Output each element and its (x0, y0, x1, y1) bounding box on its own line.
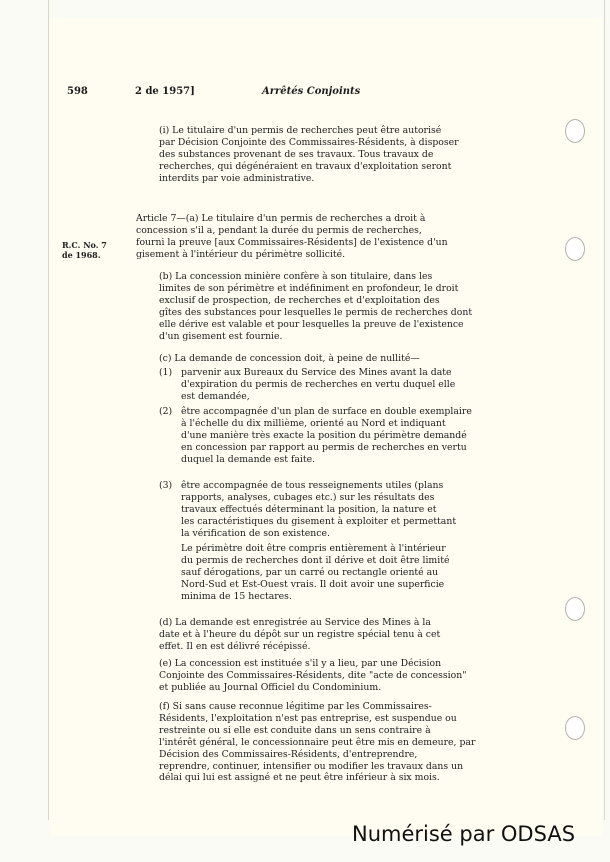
margin-note-line: R.C. No. 7 (62, 240, 107, 250)
margin-reference-note (62, 240, 118, 260)
list-item-number: (1) (159, 367, 173, 378)
list-item-text: parvenir aux Bureaux du Service des Mines avant la date d'expiration du permis de recherches en vertu duquel elle est demandée, (181, 367, 456, 402)
punch-hole-icon (565, 597, 585, 621)
punch-hole-icon (565, 119, 585, 143)
list-item-text: être accompagnée d'un plan de surface en double exemplaire à l'échelle du dix millième, orienté au Nord et indiquant d'une manière très exacte la position du périmètre demandé en concession par rapport au permis de recherches en vertu duquel la demande est faite. (181, 406, 472, 465)
digitization-watermark: Numérisé par ODSAS (352, 822, 576, 846)
margin-note-line: de 1968. (62, 250, 101, 260)
list-item-number: (2) (159, 406, 173, 417)
paragraph-i: (i) Le titulaire d'un permis de recherches peut être autorisé par Décision Conjointe des Commissaires-Résidents, à disposer des substances provenant de ses travaux. Tous travaux de recherches, qui dégénéraient en travaux d'exploitation seront interdits par voie administrative. (159, 125, 459, 184)
paragraph-d: (d) La demande est enregistrée au Service des Mines à la date et à l'heure du dépôt sur un registre spécial tenu à cet effet. Il en est délivré récépissé. (159, 617, 441, 652)
header-date: 2 de 1957] (135, 86, 195, 97)
page-number: 598 (67, 86, 88, 97)
list-item-number: (3) (159, 480, 173, 491)
paragraph-c: (c) La demande de concession doit, à peine de nullité— (159, 353, 420, 364)
punch-hole-icon (565, 237, 585, 261)
header-title: Arrêtés Conjoints (262, 86, 361, 97)
paragraph-e: (e) La concession est instituée s'il y a lieu, par une Décision Conjointe des Commissaires-Résidents, dite "acte de concession" et publiée au Journal Officiel du Condominium. (159, 658, 467, 693)
page-edge-right (604, 0, 605, 820)
running-header (67, 86, 487, 102)
article-7-paragraph-a: Article 7—(a) Le titulaire d'un permis de recherches a droit à concession s'il a, pendant la durée du permis de recherches, fourni la preuve [aux Commissaires-Résidents] de l'existence d'un gisement à l'intérieur du périmètre sollicité. (136, 213, 448, 260)
page-edge-left (48, 0, 49, 820)
perimeter-requirement-paragraph: Le périmètre doit être compris entièrement à l'intérieur du permis de recherches dont il dérive et doit être limité sauf dérogations, par un carré ou rectangle orienté au Nord-Sud et Est-Ouest vrais. Il doit avoir une superficie minima de 15 hectares. (181, 543, 450, 602)
punch-hole-icon (565, 716, 585, 740)
list-item-text: être accompagnée de tous resseignements utiles (plans rapports, analyses, cubages etc.) sur les résultats des travaux effectués déterminant la position, la nature et les caractéristiques du gisement à exploiter et permettant la vérification de son existence. (181, 480, 457, 539)
paragraph-f: (f) Si sans cause reconnue légitime par les Commissaires- Résidents, l'exploitation n'est pas entreprise, est suspendue ou restreinte ou si elle est conduite dans un sens contraire à l'intérêt général, le concessionnaire peut être mis en demeure, par Décision des Commissaires-Résidents, d'entreprendre, reprendre, continuer, intensifier ou modifier les travaux dans un délai qui lui est assigné et ne peut être inférieur à six mois. (159, 701, 476, 784)
paragraph-b: (b) La concession minière confère à son titulaire, dans les limites de son périmètre et indéfiniment en profondeur, le droit exclusif de prospection, de recherches et d'exploitation des gîtes des substances pour lesquelles le permis de recherches dont elle dérive est valable et pour lesquelles la preuve de l'existence d'un gisement est fournie. (159, 271, 473, 342)
